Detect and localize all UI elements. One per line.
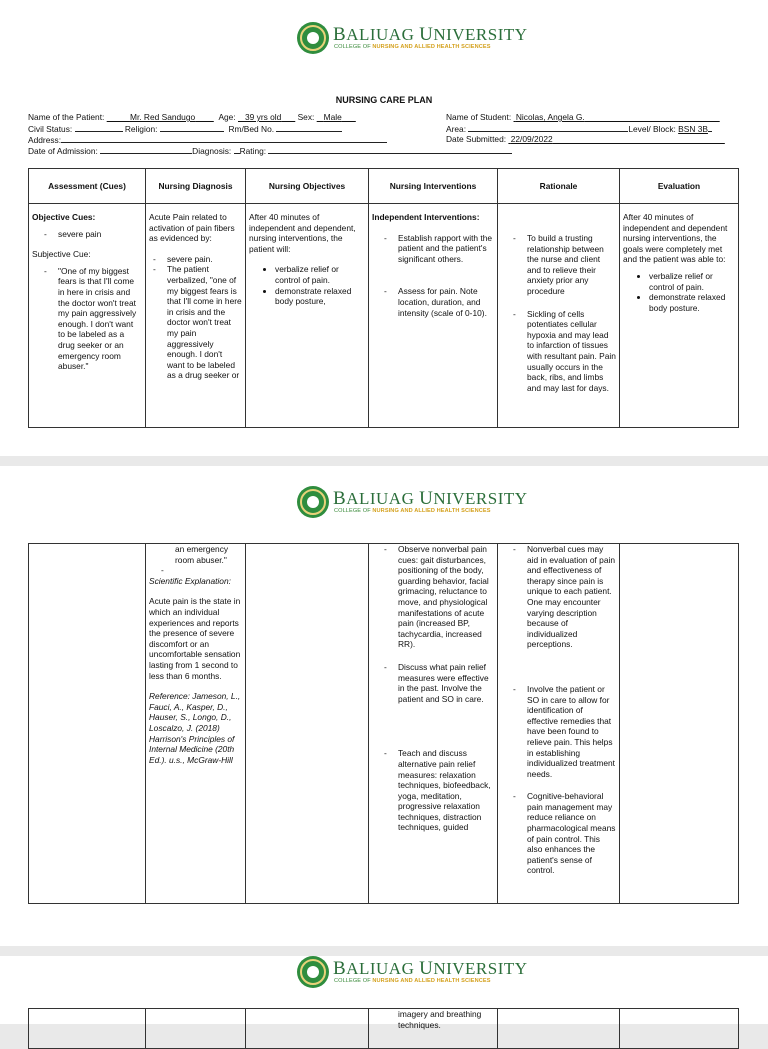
header-rationale: Rationale bbox=[498, 169, 620, 204]
level-block-value: BSN 3B bbox=[678, 124, 708, 134]
list-item: - severe pain bbox=[32, 229, 142, 240]
header-assessment: Assessment (Cues) bbox=[29, 169, 146, 204]
date-submitted-line: Date Submitted: 22/09/2022 bbox=[446, 134, 553, 144]
student-name-line: Name of Student: Nicolas, Angela G. bbox=[446, 112, 585, 122]
list-item: - Establish rapport with the patient and the patient's significant others. bbox=[372, 233, 494, 265]
patient-name-value: Mr. Red Sandugo bbox=[129, 112, 196, 122]
page-3 bbox=[0, 956, 768, 1030]
evaluation-text: After 40 minutes of independent and dependent nursing interventions, the goals were completely met and the patient was able to: bbox=[623, 212, 728, 265]
list-item: • demonstrate relaxed body posture. bbox=[649, 292, 735, 313]
list-item: • verbalize relief or control of pain. bbox=[275, 264, 365, 285]
evaluation-cell bbox=[620, 544, 739, 904]
list-item: - The patient verbalized, "one of my biggest fears is that I'll come in here in crisis and the doctor won't treat my pain aggressively enough. I don't want to be labeled as a drug seeker or bbox=[141, 264, 242, 381]
objectives-cell bbox=[246, 1009, 369, 1049]
patient-age-value: 39 yrs old bbox=[244, 112, 282, 122]
header-evaluation: Evaluation bbox=[620, 169, 739, 204]
care-plan-table-continued bbox=[28, 1008, 739, 1049]
assessment-cell bbox=[29, 204, 146, 428]
diagnosis-text: Acute Pain related to activation of pain fibers as evidenced by: bbox=[149, 212, 235, 244]
list-item: - Discuss what pain relief measures were effective in the past. Involve the patient and SO in care. bbox=[372, 662, 494, 704]
patient-sex-value: Male bbox=[323, 112, 342, 122]
list-item: - To build a trusting relationship between the nurse and client and to relieve their anxiety prior any procedure bbox=[501, 233, 616, 297]
rationale-cell bbox=[498, 544, 620, 904]
list-item: - Nonverbal cues may aid in evaluation of pain and effectiveness of therapy since pain is unique to each patient. One may encounter varying description because of individualized perceptions. bbox=[501, 544, 616, 650]
university-logo: BALIUAG UNIVERSITY COLLEGE OF NURSING AND ALLIED HEALTH SCIENCES bbox=[297, 22, 477, 56]
list-item: - Involve the patient or SO in care to allow for identification of effective remedies that have been found to relieve pain. This helps in establishing individualized treatment needs. bbox=[501, 684, 616, 779]
rationale-cell bbox=[498, 204, 620, 428]
objectives-text: After 40 minutes of independent and dependent, nursing interventions, the patient will: bbox=[249, 212, 356, 254]
university-seal-icon bbox=[297, 486, 329, 518]
table-row bbox=[29, 544, 739, 904]
interventions-cell bbox=[369, 204, 498, 428]
scientific-explanation-label: Scientific Explanation: bbox=[149, 575, 231, 586]
university-seal-icon bbox=[297, 22, 329, 54]
list-item: - Observe nonverbal pain cues: gait disturbances, positioning of the body, guarding behavior, facial grimacing, reluctance to move, and physiological manifestations of acute pain (increased BP, tachycardia, increased RR). bbox=[372, 544, 494, 650]
evaluation-cell bbox=[620, 204, 739, 428]
date-submitted-value: 22/09/2022 bbox=[510, 134, 553, 144]
interventions-cell bbox=[369, 1009, 498, 1049]
care-plan-table bbox=[28, 168, 739, 428]
page-title: NURSING CARE PLAN bbox=[335, 95, 433, 105]
page-1 bbox=[0, 0, 768, 456]
rationale-cell bbox=[498, 1009, 620, 1049]
diagnosis-continued-text: an emergency room abuser." bbox=[175, 544, 229, 565]
objective-cues-label: Objective Cues: bbox=[32, 212, 96, 222]
interventions-cell bbox=[369, 544, 498, 904]
table-row bbox=[29, 1009, 739, 1049]
address-line: Address: bbox=[28, 134, 387, 146]
list-item: - Cognitive-behavioral pain management may reduce reliance on pharmacological means of pain control. This also enhances the patient's sense of control. bbox=[501, 791, 616, 876]
university-logo: BALIUAG UNIVERSITY COLLEGE OF NURSING AND ALLIED HEALTH SCIENCES bbox=[297, 486, 477, 520]
objectives-cell bbox=[246, 204, 369, 428]
assessment-cell bbox=[29, 1009, 146, 1049]
patient-name-line: Name of the Patient: Mr. Red Sandugo Age: 39 yrs old Sex: Male bbox=[28, 112, 342, 122]
list-item: • demonstrate relaxed body posture, bbox=[275, 286, 365, 307]
subjective-cue-label: Subjective Cue: bbox=[32, 249, 91, 260]
list-item: - Teach and discuss alternative pain relief measures: relaxation techniques, biofeedback, yoga, meditation, progressive relaxation techniques, distraction techniques, guided bbox=[372, 748, 494, 833]
list-item: • verbalize relief or control of pain. bbox=[649, 271, 735, 292]
student-name-value: Nicolas, Angela G. bbox=[515, 112, 585, 122]
university-seal-icon bbox=[297, 956, 329, 988]
header-objectives: Nursing Objectives bbox=[246, 169, 369, 204]
objectives-cell bbox=[246, 544, 369, 904]
header-diagnosis: Nursing Diagnosis bbox=[146, 169, 246, 204]
header-interventions: Nursing Interventions bbox=[369, 169, 498, 204]
list-item: - severe pain. bbox=[141, 254, 242, 265]
scientific-explanation-text: Acute pain is the state in which an individual experiences and reports the presence of severe discomfort or an uncomfortable sensation lasting from 1 second to less than 6 months. bbox=[149, 596, 241, 681]
list-item: - Assess for pain. Note location, duration, and intensity (scale of 0-10). bbox=[372, 286, 494, 318]
dash-marker: - bbox=[161, 565, 164, 576]
diagnosis-cell bbox=[146, 204, 246, 428]
interventions-continued-text: imagery and breathing techniques. bbox=[398, 1009, 482, 1030]
independent-interventions-label: Independent Interventions: bbox=[372, 212, 480, 222]
care-plan-table-continued bbox=[28, 543, 739, 904]
list-item: - Sickling of cells potentiates cellular hypoxia and may lead to infarction of tissues with resultant pain. Pain usually occurs in the back, ribs, and limbs and may last for days. bbox=[501, 309, 616, 394]
university-logo: BALIUAG UNIVERSITY COLLEGE OF NURSING AND ALLIED HEALTH SCIENCES bbox=[297, 956, 477, 990]
table-header-row bbox=[29, 169, 739, 204]
civil-status-line: Civil Status: Religion: Rm/Bed No. bbox=[28, 123, 342, 135]
page-2 bbox=[0, 466, 768, 946]
area-line: Area: Level/ Block: BSN 3B bbox=[446, 123, 712, 135]
evaluation-cell bbox=[620, 1009, 739, 1049]
list-item: - "One of my biggest fears is that I'll come in here in crisis and the doctor won't treat my pain aggressively enough. I don't want to be labeled as a drug seeker or an emergency room abuser." bbox=[32, 266, 142, 372]
diagnosis-cell bbox=[146, 1009, 246, 1049]
diagnosis-cell bbox=[146, 544, 246, 904]
admission-line: Date of Admission: Diagnosis: Rating: bbox=[28, 145, 512, 157]
reference-text: Reference: Jameson, L., Fauci, A., Kasper, D., Hauser, S., Longo, D., Loscalzo, J. (2018) Harrison's Principles of Internal Medicine (20th Ed.). u.s., McGraw-Hill bbox=[149, 691, 241, 765]
table-row bbox=[29, 204, 739, 428]
assessment-cell bbox=[29, 544, 146, 904]
